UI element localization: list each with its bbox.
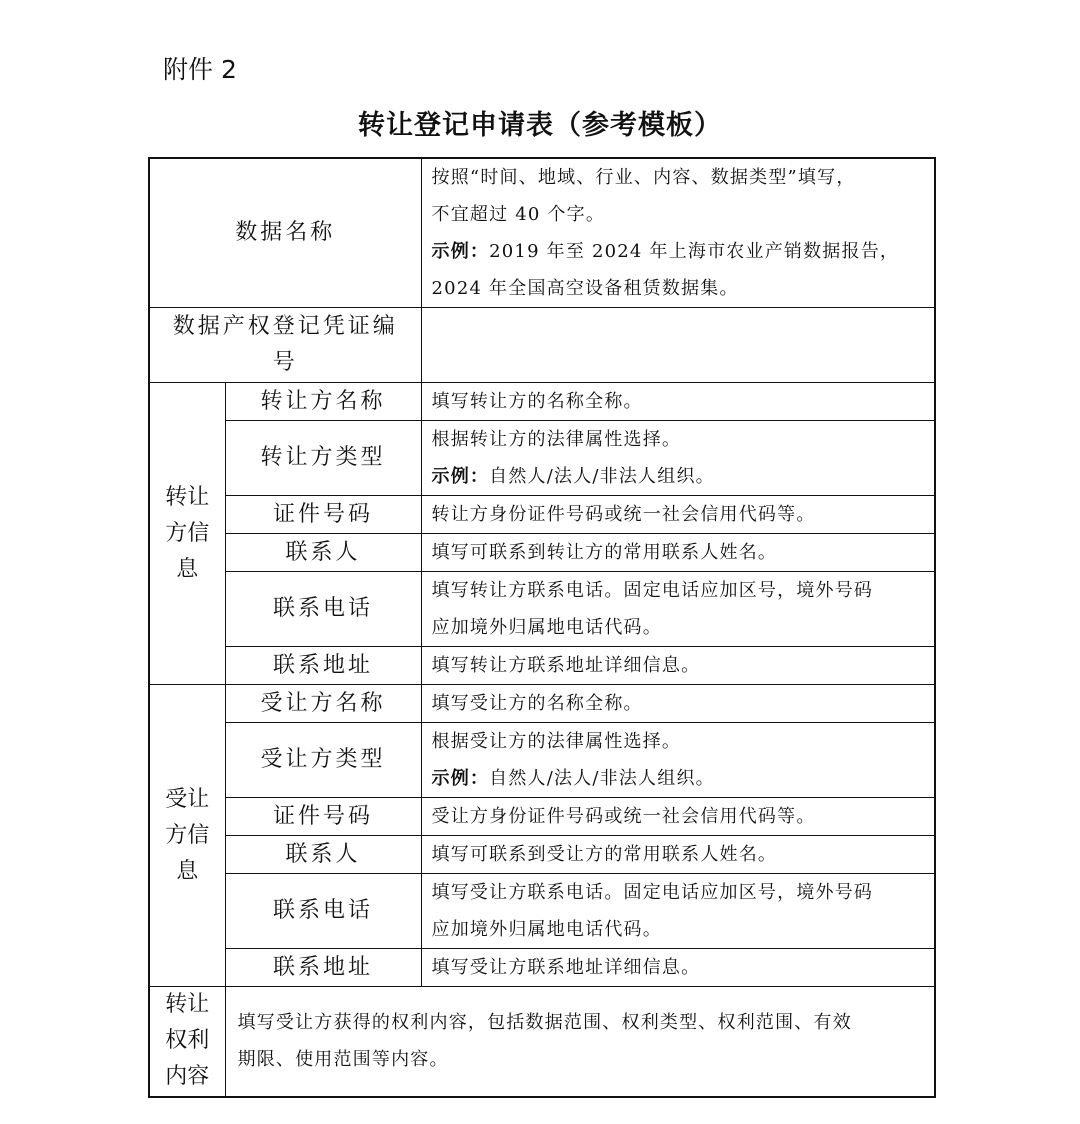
- data-name-example-line-1: 2019 年至 2024 年上海市农业产销数据报告，: [489, 241, 900, 262]
- transferee-type-value[interactable]: [421, 723, 935, 798]
- transferor-type-example: [432, 458, 925, 495]
- rights-row: [149, 987, 935, 1097]
- transferor-name-row: [149, 383, 935, 421]
- data-name-line-1: 按照“时间、地域、行业、内容、数据类型”填写，: [431, 167, 856, 188]
- transferee-name-value[interactable]: 填写受让方的名称全称。: [421, 685, 935, 723]
- example-prefix: 示例：: [431, 241, 490, 262]
- rights-group-label: [149, 987, 225, 1097]
- transferor-phone-line-2: 应加境外归属地电话代码。: [431, 617, 662, 638]
- transferor-phone-line-1: 填写转让方联系电话。固定电话应加区号，境外号码: [431, 580, 874, 601]
- transferee-id-value[interactable]: 受让方身份证件号码或统一社会信用代码等。: [421, 798, 935, 836]
- transferee-id-label: 证件号码: [225, 798, 421, 836]
- transferee-contact-value[interactable]: 填写可联系到受让方的常用联系人姓名。: [421, 836, 935, 874]
- transferor-group-char-2: 方信: [165, 520, 210, 546]
- attachment-label: 附件 2: [163, 55, 237, 84]
- transferor-contact-row: [149, 534, 935, 572]
- transferee-contact-label: 联系人: [225, 836, 421, 874]
- data-name-example-line-2: 2024 年全国高空设备租赁数据集。: [431, 278, 739, 299]
- certificate-label: [149, 308, 421, 383]
- form-title: 转让登记申请表（参考模板）: [358, 110, 722, 141]
- certificate-label-line-2: 号: [272, 350, 298, 375]
- example-prefix: 示例：: [431, 466, 490, 487]
- transferee-address-row: [149, 949, 935, 987]
- transferor-name-label: 转让方名称: [225, 383, 421, 421]
- transferor-phone-row: [149, 572, 935, 647]
- transferee-phone-row: [149, 874, 935, 949]
- transferor-type-row: [149, 421, 935, 496]
- transferor-type-value[interactable]: [421, 421, 935, 496]
- transferee-phone-line-1: 填写受让方联系电话。固定电话应加区号，境外号码: [431, 882, 874, 903]
- transferee-group-char-2: 方信: [165, 822, 210, 848]
- data-name-line-2: 不宜超过 40 个字。: [431, 204, 606, 225]
- transferor-group-char-3: 息: [176, 556, 199, 582]
- transferor-id-value[interactable]: 转让方身份证件号码或统一社会信用代码等。: [421, 496, 935, 534]
- transferee-group-label: [149, 685, 225, 987]
- transferee-phone-line-2: 应加境外归属地电话代码。: [431, 919, 662, 940]
- rights-group-char-2: 权利: [165, 1028, 210, 1054]
- transferee-name-row: [149, 685, 935, 723]
- transferor-address-label: 联系地址: [225, 647, 421, 685]
- transferor-type-example-text: 自然人/法人/非法人组织。: [489, 466, 715, 487]
- transferee-type-row: [149, 723, 935, 798]
- data-name-example: [432, 233, 925, 270]
- transferor-name-value[interactable]: 填写转让方的名称全称。: [421, 383, 935, 421]
- transferee-group-char-3: 息: [176, 858, 199, 884]
- transferee-type-line: 根据受让方的法律属性选择。: [431, 731, 682, 752]
- transfer-registration-table: [148, 157, 936, 1098]
- transferee-address-label: 联系地址: [225, 949, 421, 987]
- transferor-type-label: 转让方类型: [225, 421, 421, 496]
- transferor-type-line: 根据转让方的法律属性选择。: [431, 429, 682, 450]
- transferor-address-row: [149, 647, 935, 685]
- data-name-instructions: [421, 158, 935, 308]
- transferee-id-row: [149, 798, 935, 836]
- rights-line-1: 填写受让方获得的权利内容，包括数据范围、权利类型、权利范围、有效: [237, 1012, 852, 1034]
- certificate-value[interactable]: [421, 308, 935, 383]
- transferee-address-value[interactable]: 填写受让方联系地址详细信息。: [421, 949, 935, 987]
- certificate-label-line-1: 数据产权登记凭证编: [172, 314, 398, 339]
- transferor-group-label: [149, 383, 225, 685]
- transferor-group-char-1: 转让: [165, 484, 210, 510]
- example-prefix: 示例：: [431, 768, 490, 789]
- transferor-id-row: [149, 496, 935, 534]
- rights-line-2: 期限、使用范围等内容。: [237, 1049, 449, 1071]
- transferor-address-value[interactable]: 填写转让方联系地址详细信息。: [421, 647, 935, 685]
- transferor-phone-value[interactable]: [421, 572, 935, 647]
- transferee-phone-label: 联系电话: [225, 874, 421, 949]
- transferee-contact-row: [149, 836, 935, 874]
- rights-group-char-1: 转让: [165, 992, 210, 1018]
- data-name-label: 数据名称: [149, 158, 421, 308]
- transferee-type-example-text: 自然人/法人/非法人组织。: [489, 768, 715, 789]
- transferee-name-label: 受让方名称: [225, 685, 421, 723]
- transferee-type-label: 受让方类型: [225, 723, 421, 798]
- rights-group-char-3: 内容: [165, 1064, 210, 1090]
- data-name-row: [149, 158, 935, 308]
- certificate-row: [149, 308, 935, 383]
- transferor-id-label: 证件号码: [225, 496, 421, 534]
- transferee-group-char-1: 受让: [165, 786, 210, 812]
- transferee-phone-value[interactable]: [421, 874, 935, 949]
- transferee-type-example: [432, 760, 925, 797]
- transferor-contact-label: 联系人: [225, 534, 421, 572]
- rights-value[interactable]: [225, 987, 935, 1097]
- transferor-contact-value[interactable]: 填写可联系到转让方的常用联系人姓名。: [421, 534, 935, 572]
- transferor-phone-label: 联系电话: [225, 572, 421, 647]
